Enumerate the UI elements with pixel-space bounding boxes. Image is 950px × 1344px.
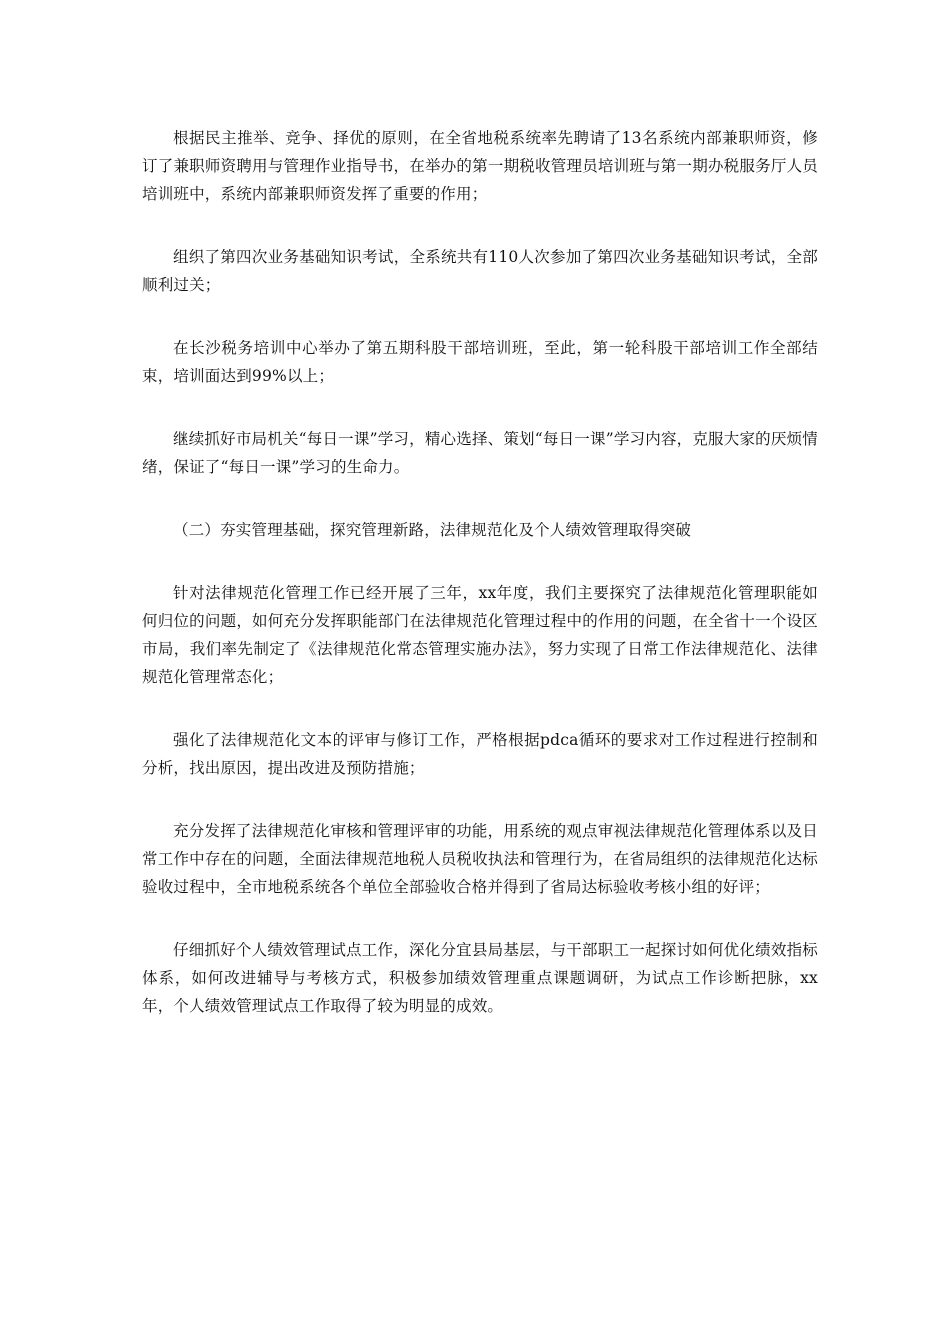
paragraph-daily-lesson: 继续抓好市局机关“每日一课”学习，精心选择、策划“每日一课”学习内容，克服大家的厌烦情绪，保证了“每日一课”学习的生命力。 [142, 430, 818, 476]
document-body [142, 124, 818, 1055]
paragraph-management-review: 充分发挥了法律规范化审核和管理评审的功能，用系统的观点审视法律规范化管理体系以及日常工作中存在的问题，全面法律规范地税人员税收执法和管理行为，在省局组织的法律规范化达标验收过程中，全市地税系统各个单位全部验收合格并得到了省局达标验收考核小组的好评； [142, 822, 818, 896]
paragraph-document-review: 强化了法律规范化文本的评审与修订工作，严格根据pdca循环的要求对工作过程进行控制和分析，找出原因，提出改进及预防措施； [142, 731, 818, 777]
paragraph-knowledge-exam: 组织了第四次业务基础知识考试，全系统共有110人次参加了第四次业务基础知识考试，全部顺利过关； [142, 248, 818, 294]
paragraph-performance-pilot: 仔细抓好个人绩效管理试点工作，深化分宜县局基层，与干部职工一起探讨如何优化绩效指标体系，如何改进辅导与考核方式，积极参加绩效管理重点课题调研，为试点工作诊断把脉，xx年，个人绩效管理试点工作取得了较为明显的成效。 [142, 941, 818, 1015]
section-heading: （二）夯实管理基础，探究管理新路，法律规范化及个人绩效管理取得突破 [173, 521, 692, 539]
paragraph-cadre-training: 在长沙税务培训中心举办了第五期科股干部培训班，至此，第一轮科股干部培训工作全部结束，培训面达到99%以上； [142, 339, 818, 385]
paragraph-part-time-instructors: 根据民主推举、竞争、择优的原则，在全省地税系统率先聘请了13名系统内部兼职师资，修订了兼职师资聘用与管理作业指导书，在举办的第一期税收管理员培训班与第一期办税服务厅人员培训班中，系统内部兼职师资发挥了重要的作用； [142, 129, 818, 203]
paragraph-legal-standardization: 针对法律规范化管理工作已经开展了三年，xx年度，我们主要探究了法律规范化管理职能如何归位的问题，如何充分发挥职能部门在法律规范化管理过程中的作用的问题，在全省十一个设区市局，我们率先制定了《法律规范化常态管理实施办法》，努力实现了日常工作法律规范化、法律规范化管理常态化； [142, 584, 818, 686]
